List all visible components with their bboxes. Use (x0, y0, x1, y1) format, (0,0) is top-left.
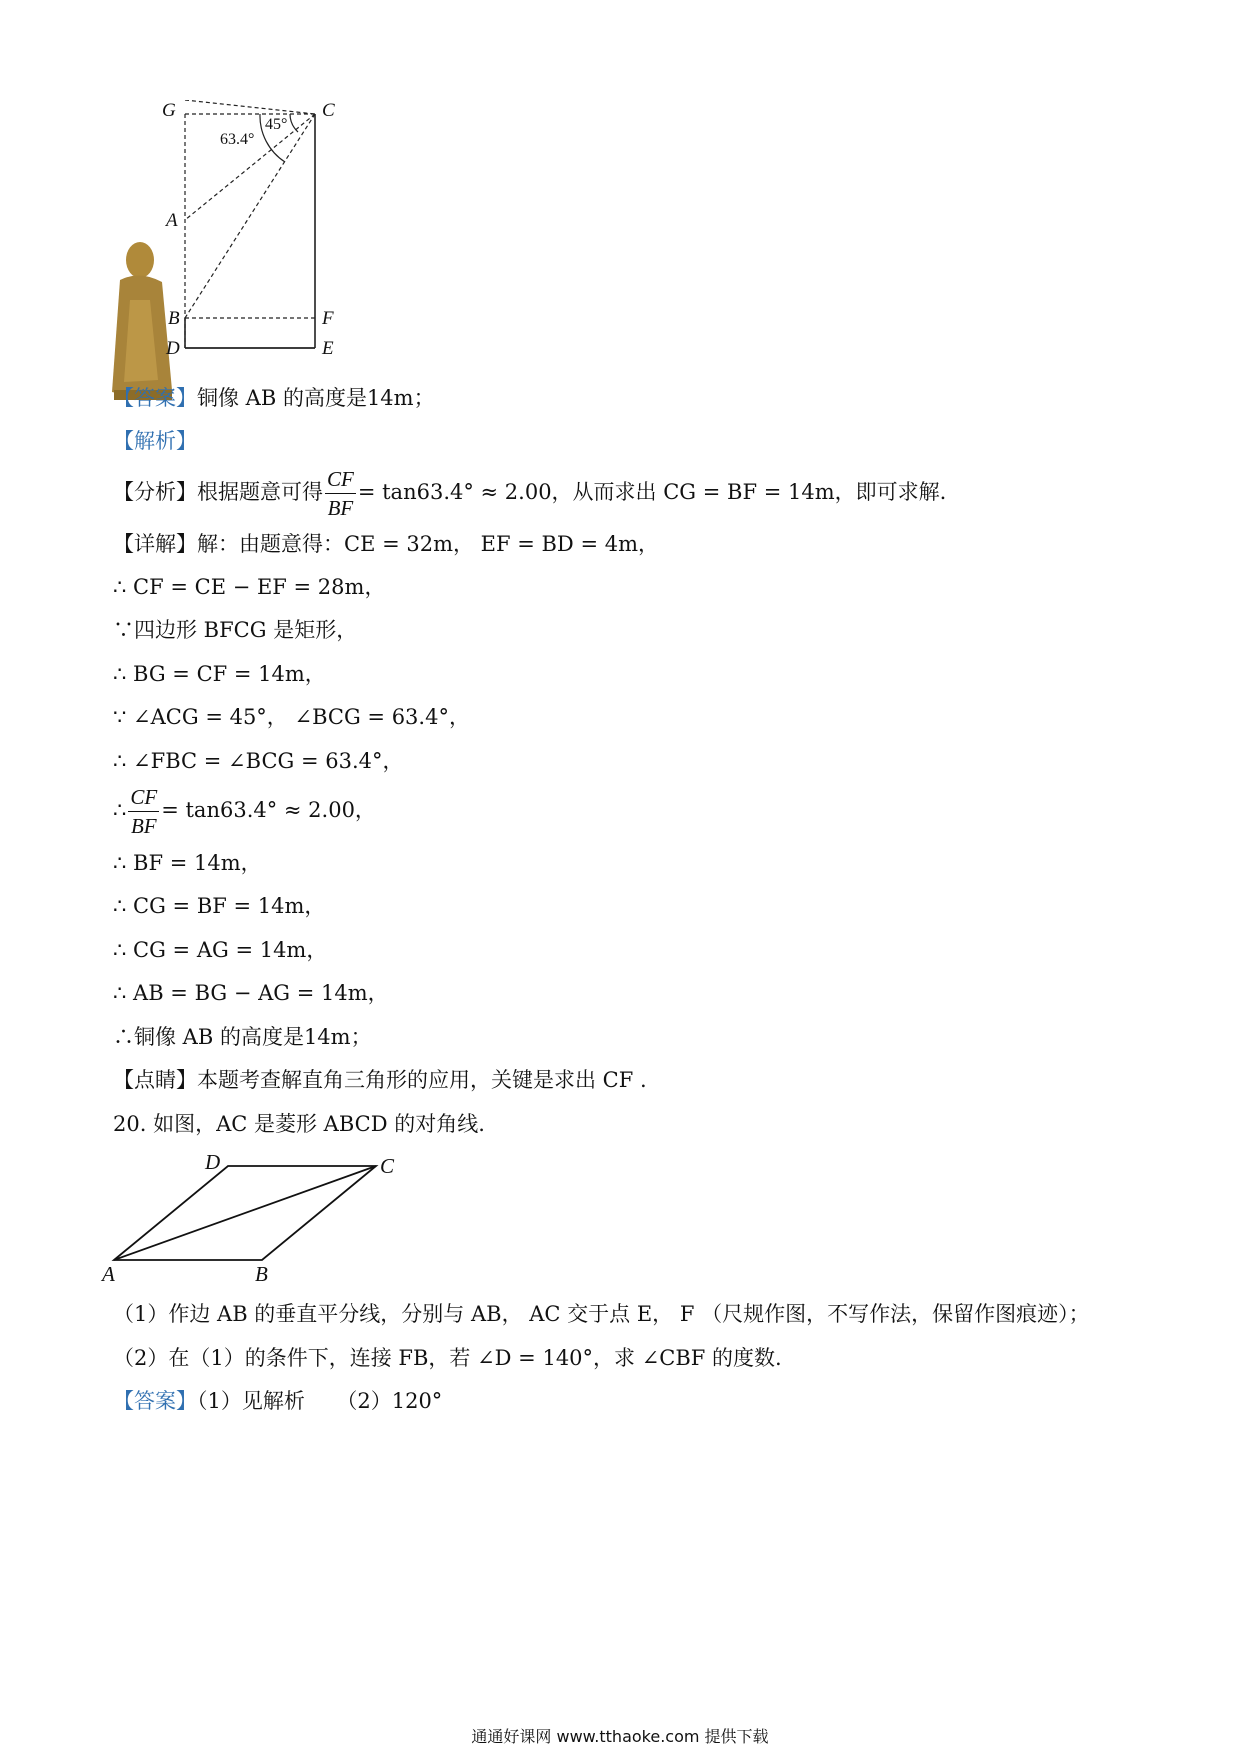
rhombus-label-B: B (255, 1262, 268, 1286)
answer2-tag: 【答案】 (113, 1389, 197, 1413)
fenxi-den: BF (327, 496, 354, 520)
statue-image (112, 242, 172, 400)
fenxi-post: = tan63.4° ≈ 2.00，从而求出 CG = BF = 14m，即可求解. (357, 480, 947, 504)
fenxi-pre: 根据题意可得 (197, 480, 323, 504)
label-C: C (322, 100, 335, 121)
analysis-tag-line (113, 427, 197, 455)
label-G: G (162, 100, 176, 121)
q20-title: 20. 如图，AC 是菱形 ABCD 的对角线. (113, 1112, 485, 1136)
answer-line-1 (113, 384, 435, 412)
fenxi-tag: 【分析】 (113, 480, 197, 504)
page-footer: 通通好课网 www.tthaoke.com 提供下载 (471, 1727, 769, 1746)
step-line: ∴ CG = BF = 14m， (113, 894, 326, 918)
xiangjie-text: 解：由题意得：CE = 32m， EF = BD = 4m， (197, 532, 659, 556)
step-line: ∵ ∠ACG = 45°， ∠BCG = 63.4°， (113, 705, 470, 729)
step-fraction-line (113, 783, 376, 840)
step-line: ∴ BG = CF = 14m， (113, 662, 326, 686)
step-frac-num: CF (128, 783, 159, 812)
label-A: A (166, 210, 178, 231)
step-line: ∴ CF = CE − EF = 28m， (113, 575, 386, 599)
step-frac-den: BF (130, 814, 157, 838)
xiangjie-tag: 【详解】 (113, 532, 197, 556)
answer2-text: （1）见解析 （2）120° (197, 1389, 443, 1413)
label-F: F (322, 308, 334, 329)
angle-45-label: 45° (265, 116, 288, 133)
answer-line-2 (113, 1387, 442, 1415)
rhombus-label-D: D (205, 1150, 221, 1174)
fenxi-line (113, 465, 946, 522)
step-line: ∴铜像 AB 的高度是14m； (113, 1025, 372, 1049)
answer-tag: 【答案】 (113, 386, 197, 410)
step-fraction (128, 783, 159, 840)
step-line: ∵四边形 BFCG 是矩形， (113, 618, 358, 642)
label-D: D (166, 338, 180, 359)
label-B: B (168, 308, 180, 329)
step-line: ∴ ∠FBC = ∠BCG = 63.4°， (113, 749, 404, 773)
rhombus-label-A: A (102, 1262, 115, 1286)
xiangjie-line (113, 530, 659, 558)
rhombus-label-C: C (380, 1154, 395, 1178)
analysis-tag: 【解析】 (113, 429, 197, 453)
label-E: E (322, 338, 334, 359)
step-frac-pre: ∴ (113, 798, 127, 822)
fenxi-num: CF (325, 465, 356, 494)
dianjing-line (113, 1066, 647, 1094)
step-frac-post: = tan63.4° ≈ 2.00， (161, 798, 376, 822)
q20-part-1: （1）作边 AB 的垂直平分线，分别与 AB， AC 交于点 E， F （尺规作图，不写作法，保留作图痕迹）； (113, 1302, 1090, 1326)
dianjing-tag: 【点睛】 (113, 1068, 197, 1092)
fenxi-fraction (325, 465, 356, 522)
step-line: ∴ BF = 14m， (113, 851, 262, 875)
answer-text: 铜像 AB 的高度是14m； (197, 386, 435, 410)
step-line: ∴ AB = BG − AG = 14m， (113, 981, 389, 1005)
angle-63-label: 63.4° (220, 131, 255, 148)
step-line: ∴ CG = AG = 14m， (113, 938, 328, 962)
dianjing-text: 本题考查解直角三角形的应用，关键是求出 CF . (197, 1068, 647, 1092)
q20-part-2: （2）在（1）的条件下，连接 FB，若 ∠D = 140°，求 ∠CBF 的度数. (113, 1346, 782, 1370)
